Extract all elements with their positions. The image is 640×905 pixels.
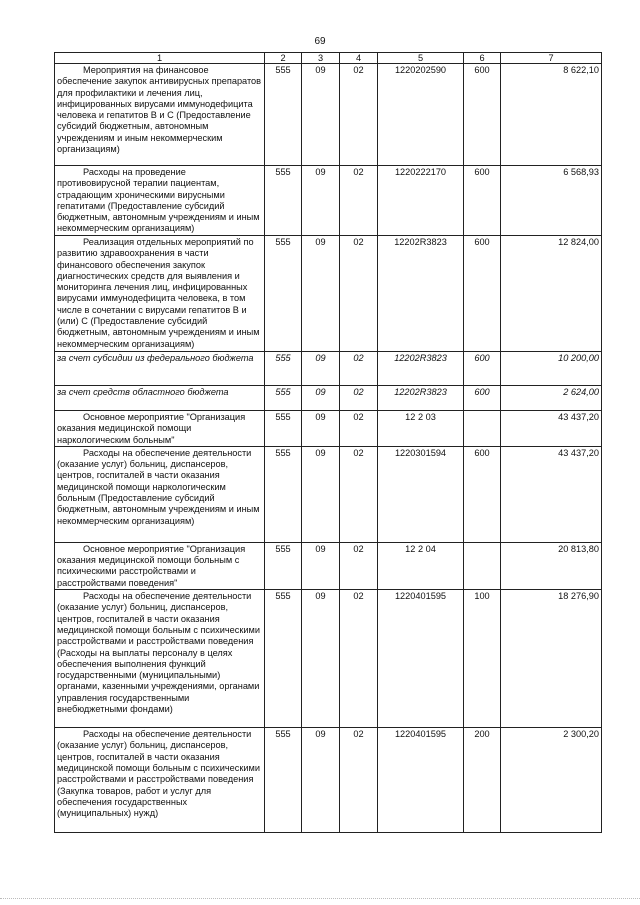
cell-target-article: 12202R3823 bbox=[378, 236, 464, 352]
table-row bbox=[55, 236, 602, 352]
cell-amount: 2 300,20 bbox=[501, 728, 602, 833]
cell-expense-type bbox=[464, 411, 501, 447]
cell-amount: 20 813,80 bbox=[501, 542, 602, 589]
cell-subsection: 02 bbox=[340, 590, 378, 728]
row-name: Мероприятия на финансовое обеспечение закупок антивирусных препаратов для профилактики и лечения лиц, инфицированных вирусами иммунодефицита человека и гепатитов В и С (Предоставление субсидий бюджетным, автономным учреждениям и иным некоммерческим организациям) bbox=[55, 64, 265, 166]
cell-target-article: 12202R3823 bbox=[378, 352, 464, 386]
cell-target-article: 1220301594 bbox=[378, 446, 464, 542]
column-header: 7 bbox=[501, 53, 602, 64]
budget-table bbox=[54, 52, 602, 833]
cell-section: 09 bbox=[302, 386, 340, 411]
column-header: 3 bbox=[302, 53, 340, 64]
table-row bbox=[55, 386, 602, 411]
cell-amount: 12 824,00 bbox=[501, 236, 602, 352]
cell-expense-type: 600 bbox=[464, 166, 501, 236]
cell-section: 09 bbox=[302, 728, 340, 833]
cell-target-article: 1220222170 bbox=[378, 166, 464, 236]
row-name: Основное мероприятие "Организация оказания медицинской помощи больным с психическими расстройствами и расстройствами поведения" bbox=[55, 542, 265, 589]
cell-amount: 2 624,00 bbox=[501, 386, 602, 411]
table-row bbox=[55, 166, 602, 236]
column-header: 6 bbox=[464, 53, 501, 64]
cell-amount: 43 437,20 bbox=[501, 411, 602, 447]
table-row bbox=[55, 590, 602, 728]
cell-target-article: 12 2 03 bbox=[378, 411, 464, 447]
cell-expense-type: 600 bbox=[464, 64, 501, 166]
cell-administrator: 555 bbox=[265, 411, 302, 447]
cell-subsection: 02 bbox=[340, 728, 378, 833]
row-name: Расходы на проведение противовирусной терапии пациентам, страдающим хроническими вирусными гепатитами (Предоставление субсидий бюджетным, автономным учреждениям и иным некоммерческим организациям) bbox=[55, 166, 265, 236]
cell-expense-type: 600 bbox=[464, 236, 501, 352]
cell-subsection: 02 bbox=[340, 64, 378, 166]
cell-section: 09 bbox=[302, 411, 340, 447]
cell-subsection: 02 bbox=[340, 166, 378, 236]
table-row bbox=[55, 352, 602, 386]
cell-administrator: 555 bbox=[265, 386, 302, 411]
cell-section: 09 bbox=[302, 236, 340, 352]
cell-section: 09 bbox=[302, 590, 340, 728]
cell-administrator: 555 bbox=[265, 166, 302, 236]
cell-target-article: 12 2 04 bbox=[378, 542, 464, 589]
column-header: 2 bbox=[265, 53, 302, 64]
cell-amount: 8 622,10 bbox=[501, 64, 602, 166]
cell-subsection: 02 bbox=[340, 542, 378, 589]
row-name: Основное мероприятие "Организация оказания медицинской помощи наркологическим больным" bbox=[55, 411, 265, 447]
cell-target-article: 12202R3823 bbox=[378, 386, 464, 411]
cell-amount: 6 568,93 bbox=[501, 166, 602, 236]
cell-administrator: 555 bbox=[265, 542, 302, 589]
column-header: 5 bbox=[378, 53, 464, 64]
cell-administrator: 555 bbox=[265, 64, 302, 166]
cell-administrator: 555 bbox=[265, 728, 302, 833]
table-row bbox=[55, 411, 602, 447]
column-header: 4 bbox=[340, 53, 378, 64]
column-number-row bbox=[55, 53, 602, 64]
cell-administrator: 555 bbox=[265, 590, 302, 728]
cell-target-article: 1220401595 bbox=[378, 728, 464, 833]
cell-administrator: 555 bbox=[265, 446, 302, 542]
row-name: за счет средств областного бюджета bbox=[55, 386, 265, 411]
column-header: 1 bbox=[55, 53, 265, 64]
cell-section: 09 bbox=[302, 542, 340, 589]
cell-expense-type: 600 bbox=[464, 446, 501, 542]
table-row bbox=[55, 728, 602, 833]
row-name: Реализация отдельных мероприятий по развитию здравоохранения в части финансового обеспечения закупок диагностических средств для выявления и мониторинга лечения лиц, инфицированных вирусами иммунодефицита человека, в том числе в сочетании с вирусами гепатитов В и (или) С (Предоставление субсидий бюджетным, автономным учреждениям и иным некоммерческим организациям) bbox=[55, 236, 265, 352]
row-name: Расходы на обеспечение деятельности (оказание услуг) больниц, диспансеров, центров, госпиталей в части оказания медицинской помощи больным с психическими расстройствами и расстройствами поведения (Закупка товаров, работ и услуг для обеспечения государственных (муниципальных) нужд) bbox=[55, 728, 265, 833]
page-edge-divider bbox=[0, 898, 640, 899]
row-name: Расходы на обеспечение деятельности (оказание услуг) больниц, диспансеров, центров, госпиталей в части оказания медицинской помощи больным с психическими расстройствами и расстройствами поведения (Расходы на выплаты персоналу в целях обеспечения выполнения функций государственными (муниципальными) органами, казенными учреждениями, органами управления государственными внебюджетными фондами) bbox=[55, 590, 265, 728]
row-name: Расходы на обеспечение деятельности (оказание услуг) больниц, диспансеров, центров, госпиталей в части оказания медицинской помощи наркологическим больным (Предоставление субсидий бюджетным, автономным учреждениям и иным некоммерческим организациям) bbox=[55, 446, 265, 542]
cell-administrator: 555 bbox=[265, 236, 302, 352]
table-row bbox=[55, 64, 602, 166]
cell-section: 09 bbox=[302, 166, 340, 236]
cell-subsection: 02 bbox=[340, 446, 378, 542]
cell-section: 09 bbox=[302, 352, 340, 386]
cell-expense-type: 600 bbox=[464, 352, 501, 386]
cell-amount: 43 437,20 bbox=[501, 446, 602, 542]
row-name: за счет субсидии из федерального бюджета bbox=[55, 352, 265, 386]
cell-amount: 10 200,00 bbox=[501, 352, 602, 386]
table-row bbox=[55, 446, 602, 542]
cell-administrator: 555 bbox=[265, 352, 302, 386]
cell-section: 09 bbox=[302, 446, 340, 542]
cell-subsection: 02 bbox=[340, 386, 378, 411]
cell-target-article: 1220401595 bbox=[378, 590, 464, 728]
cell-expense-type bbox=[464, 542, 501, 589]
cell-expense-type: 100 bbox=[464, 590, 501, 728]
cell-subsection: 02 bbox=[340, 236, 378, 352]
cell-subsection: 02 bbox=[340, 352, 378, 386]
cell-expense-type: 600 bbox=[464, 386, 501, 411]
page-number: 69 bbox=[314, 36, 326, 47]
table-row bbox=[55, 542, 602, 589]
cell-amount: 18 276,90 bbox=[501, 590, 602, 728]
cell-subsection: 02 bbox=[340, 411, 378, 447]
cell-expense-type: 200 bbox=[464, 728, 501, 833]
cell-target-article: 1220202590 bbox=[378, 64, 464, 166]
cell-section: 09 bbox=[302, 64, 340, 166]
